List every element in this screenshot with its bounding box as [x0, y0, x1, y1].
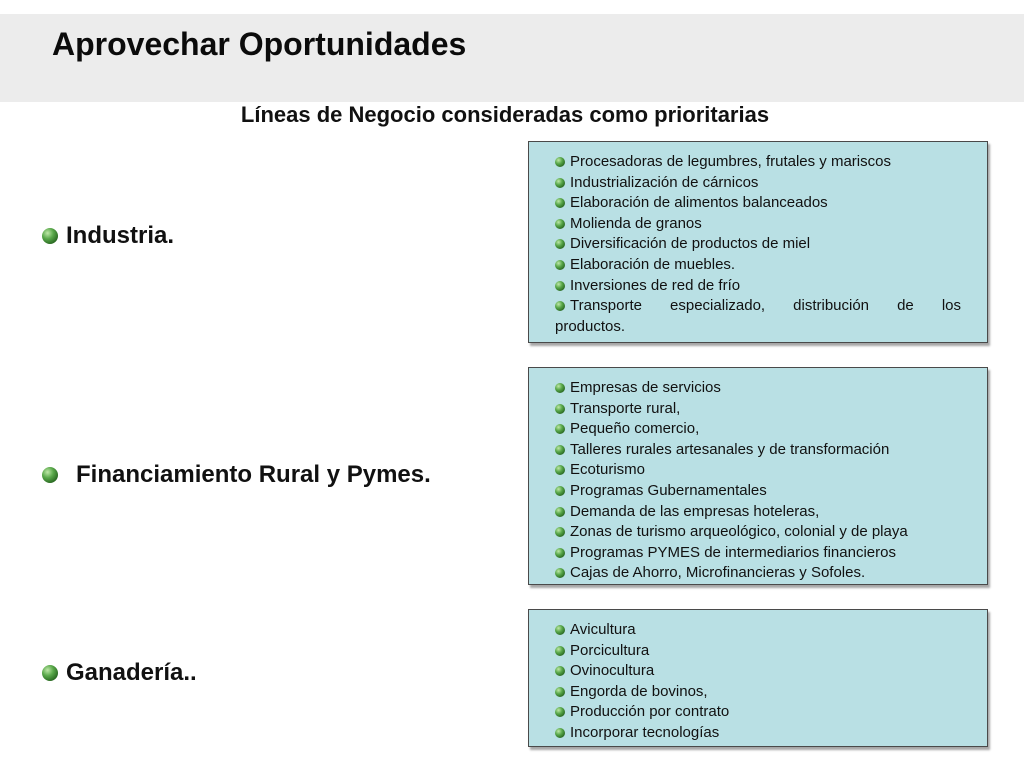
ganaderia-lines-box [528, 609, 988, 747]
list-item: Empresas de servicios [555, 378, 961, 399]
list-item: Cajas de Ahorro, Microfinancieras y Sofoles. [555, 563, 961, 584]
list-item: Porcicultura [555, 641, 961, 662]
list-item: Incorporar tecnologías [555, 723, 961, 744]
list-item: Engorda de bovinos, [555, 682, 961, 703]
green-sphere-bullet-icon [555, 548, 565, 558]
green-sphere-bullet-icon [42, 467, 58, 483]
green-sphere-bullet-icon [555, 281, 565, 291]
list-item: Producción por contrato [555, 702, 961, 723]
financiamiento-lines-box [528, 367, 988, 585]
category-label: Financiamiento Rural y Pymes. [76, 461, 431, 488]
list-item: Zonas de turismo arqueológico, colonial y de playa [555, 522, 961, 543]
green-sphere-bullet-icon [555, 178, 565, 188]
green-sphere-bullet-icon [555, 625, 565, 635]
list-item: Ovinocultura [555, 661, 961, 682]
green-sphere-bullet-icon [555, 646, 565, 656]
list-item: Diversificación de productos de miel [555, 234, 961, 255]
category-industria [42, 222, 174, 250]
green-sphere-bullet-icon [555, 260, 565, 270]
page-subtitle: Líneas de Negocio consideradas como prioritarias [240, 102, 770, 127]
list-item: Procesadoras de legumbres, frutales y mariscos [555, 152, 961, 173]
green-sphere-bullet-icon [555, 219, 565, 229]
green-sphere-bullet-icon [555, 198, 565, 208]
green-sphere-bullet-icon [555, 486, 565, 496]
list-item: Programas Gubernamentales [555, 481, 961, 502]
list-item: Elaboración de muebles. [555, 255, 961, 276]
list-item: Avicultura [555, 620, 961, 641]
category-financiamiento-rural-pymes [42, 461, 431, 489]
list-item: Transporte rural, [555, 399, 961, 420]
green-sphere-bullet-icon [555, 445, 565, 455]
list-item: Ecoturismo [555, 460, 961, 481]
category-label: Ganadería.. [66, 659, 197, 686]
green-sphere-bullet-icon [555, 301, 565, 311]
list-item: Elaboración de alimentos balanceados [555, 193, 961, 214]
green-sphere-bullet-icon [555, 239, 565, 249]
list-item: Demanda de las empresas hoteleras, [555, 502, 961, 523]
green-sphere-bullet-icon [555, 707, 565, 717]
green-sphere-bullet-icon [555, 568, 565, 578]
green-sphere-bullet-icon [555, 404, 565, 414]
green-sphere-bullet-icon [555, 527, 565, 537]
list-item: Inversiones de red de frío [555, 276, 961, 297]
list-item: Molienda de granos [555, 214, 961, 235]
green-sphere-bullet-icon [555, 465, 565, 475]
list-item-continuation: productos. [555, 317, 626, 335]
green-sphere-bullet-icon [555, 157, 565, 167]
green-sphere-bullet-icon [555, 507, 565, 517]
list-item: Talleres rurales artesanales y de transformación [555, 440, 961, 461]
green-sphere-bullet-icon [42, 665, 58, 681]
category-label: Industria. [66, 222, 175, 249]
list-item: Programas PYMES de intermediarios financieros [555, 543, 961, 564]
list-item: Industrialización de cárnicos [555, 173, 961, 194]
list-item: Transporte especializado, distribución de los [555, 296, 961, 317]
green-sphere-bullet-icon [42, 228, 58, 244]
green-sphere-bullet-icon [555, 424, 565, 434]
list-item: Pequeño comercio, [555, 419, 961, 440]
green-sphere-bullet-icon [555, 383, 565, 393]
green-sphere-bullet-icon [555, 687, 565, 697]
industria-lines-box [528, 141, 988, 343]
category-ganaderia [42, 659, 197, 687]
page-title: Aprovechar Oportunidades [52, 26, 467, 62]
green-sphere-bullet-icon [555, 728, 565, 738]
green-sphere-bullet-icon [555, 666, 565, 676]
